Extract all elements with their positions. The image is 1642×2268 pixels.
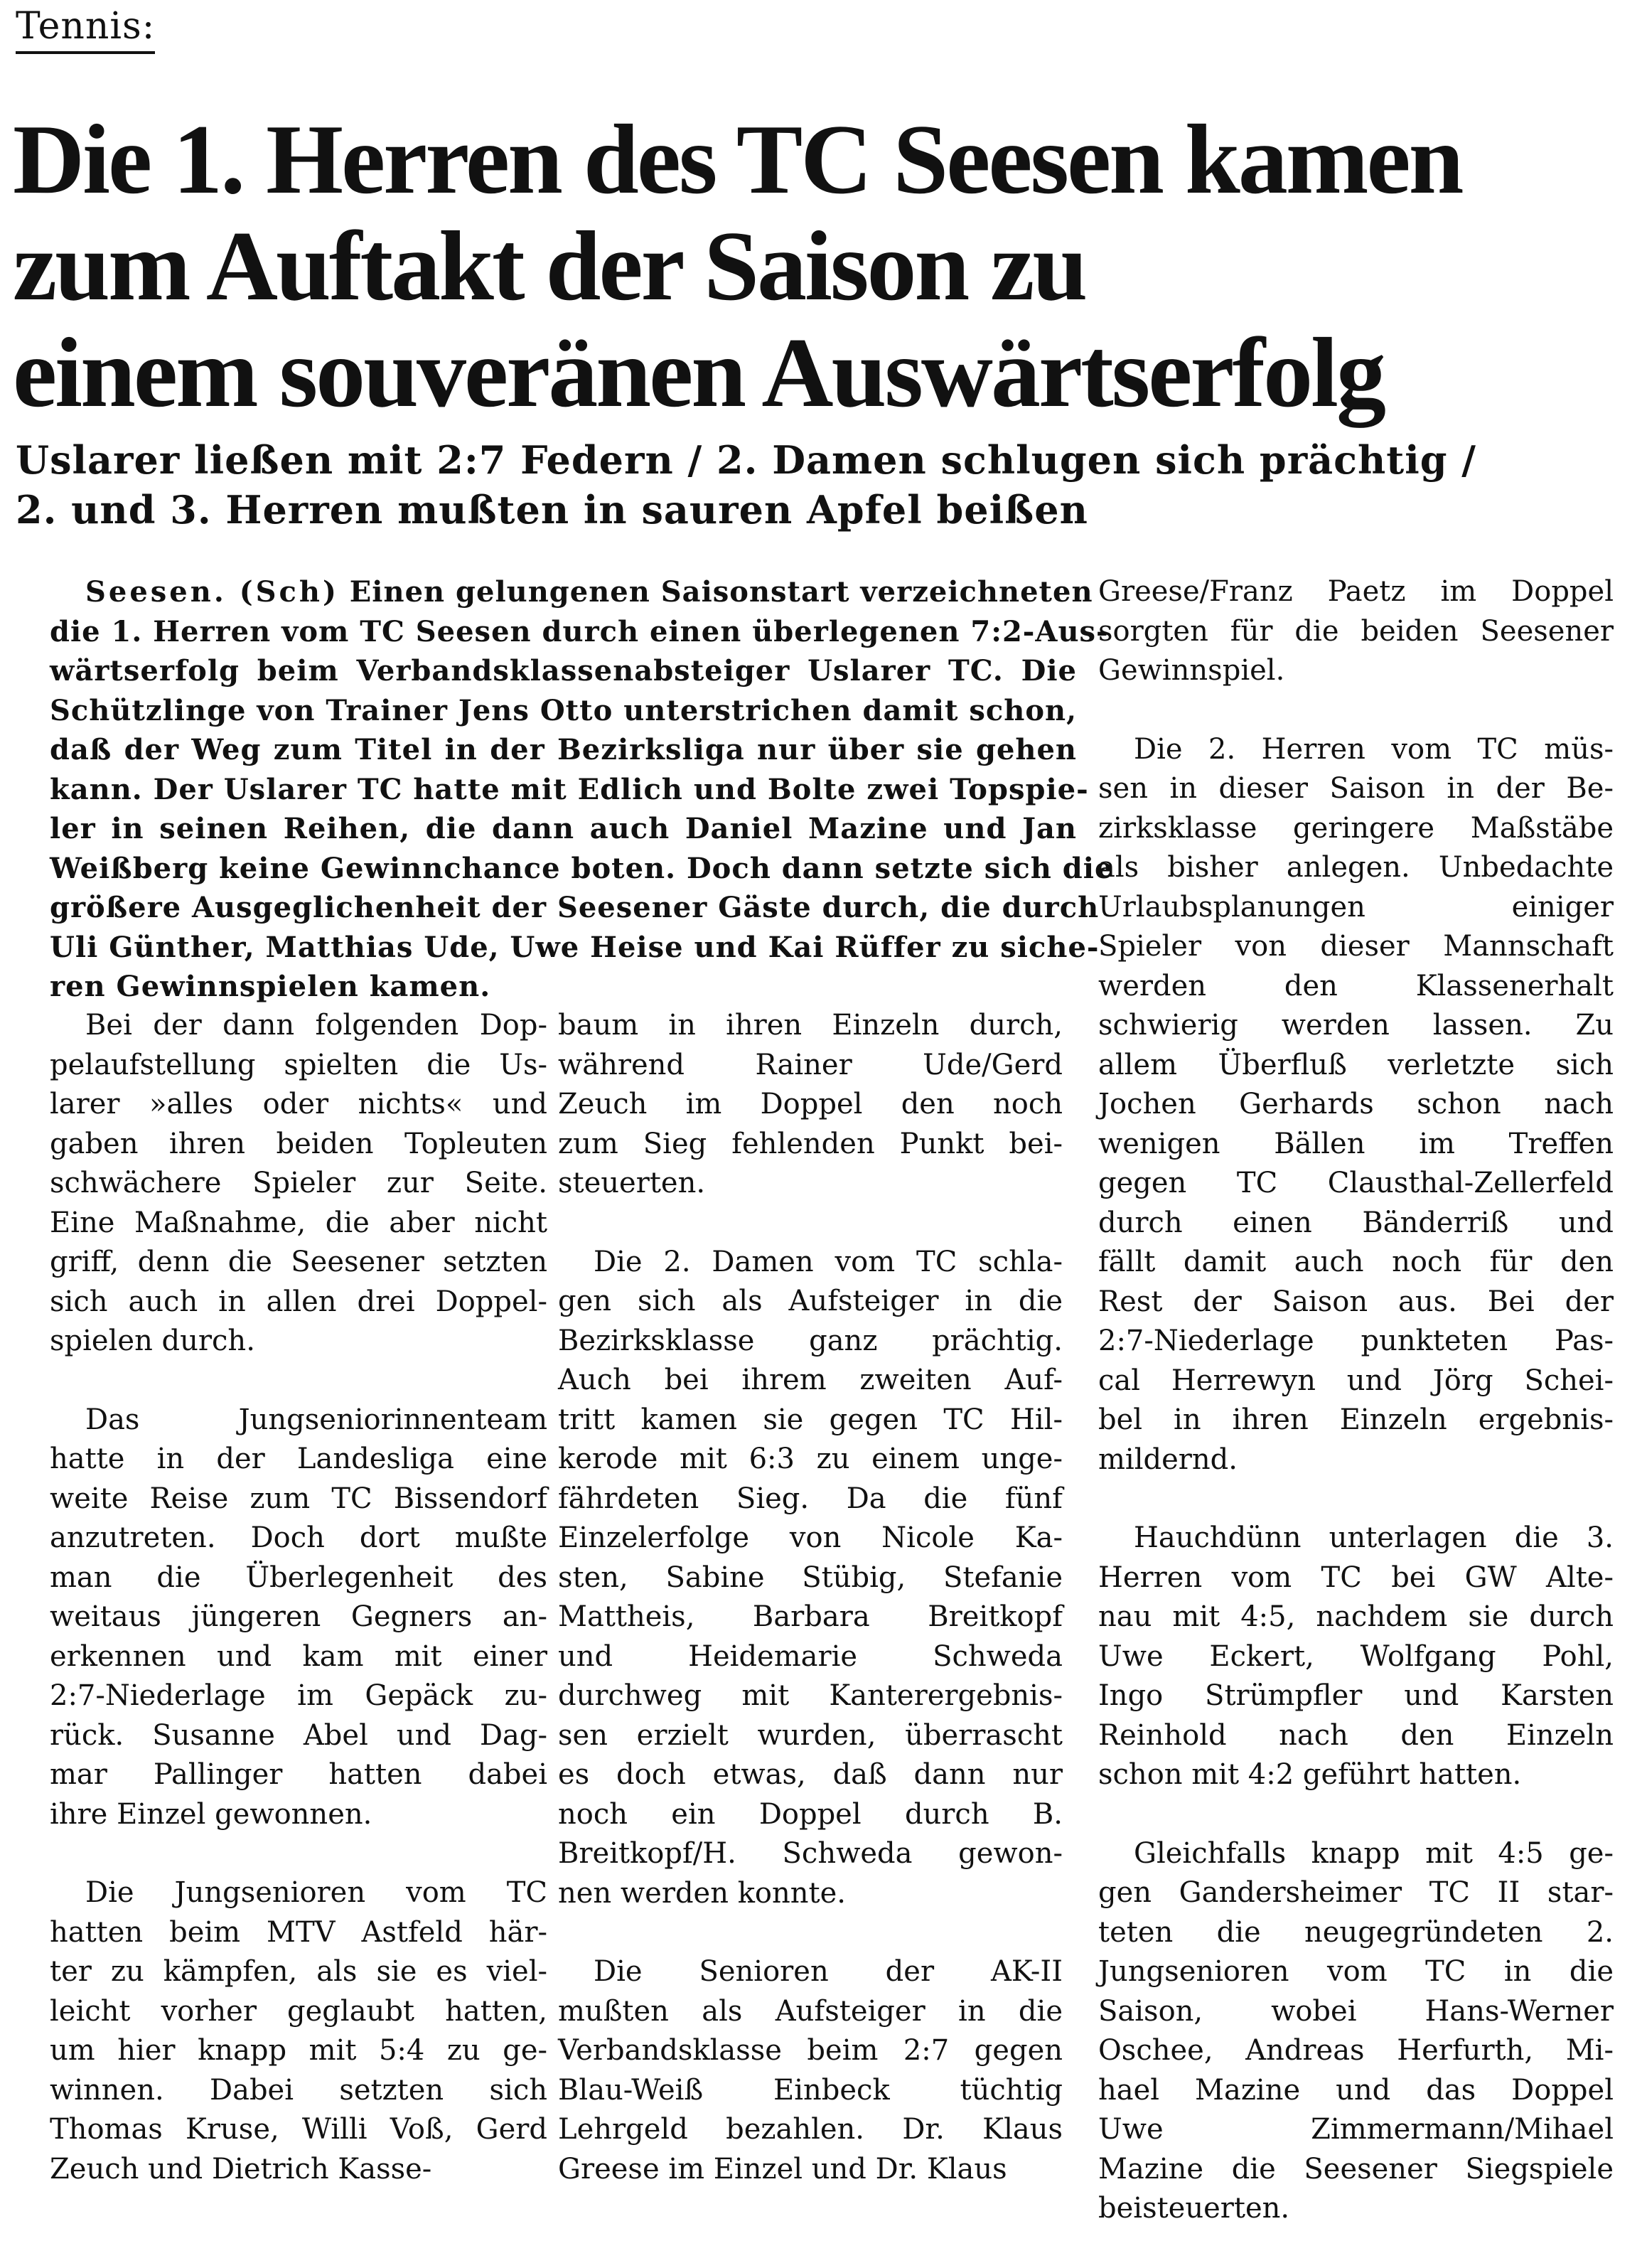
article-paragraph [50, 1873, 547, 2189]
lead-paragraph [50, 572, 1114, 1007]
text-line: Lehrgeld bezahlen. Dr. Klaus [558, 2113, 1063, 2146]
text-line: Mazine die Seesener Siegspiele [1098, 2152, 1614, 2186]
text-line: pelaufstellung spielten die Us- [50, 1048, 547, 1081]
text-line: Uwe Eckert, Wolfgang Pohl, [1098, 1640, 1614, 1673]
text-line: werden den Klassenerhalt [1098, 969, 1614, 1002]
text-line: sorgten für die beiden Seesener [1098, 614, 1614, 648]
text-line: ter zu kämpfen, als sie es viel- [50, 1955, 547, 1988]
text-line: fährdeten Sieg. Da die fünf [558, 1482, 1063, 1515]
article-paragraph [1098, 572, 1614, 691]
lead-line: wärtserfolg beim Verbandsklassenabsteiger Uslarer TC. Die [50, 654, 1077, 688]
text-line: hatte in der Landesliga eine [50, 1443, 547, 1475]
headline-line: Die 1. Herren des TC Seesen kamen [13, 105, 1462, 215]
text-line: Oschee, Andreas Herfurth, Mi- [1098, 2034, 1614, 2067]
text-line: gen sich als Aufsteiger in die [558, 1285, 1063, 1317]
text-line: zirksklasse geringere Maßstäbe [1098, 811, 1614, 845]
text-line: sen in dieser Saison in der Be- [1098, 772, 1614, 805]
text-line: Greese im Einzel und Dr. Klaus [558, 2152, 1007, 2186]
text-line: sten, Sabine Stübig, Stefanie [558, 1561, 1063, 1594]
article-paragraph [558, 1243, 1063, 1914]
article-paragraph [1098, 1834, 1614, 2229]
text-line: Herren vom TC bei GW Alte- [1098, 1561, 1614, 1594]
headline-line: zum Auftakt der Saison zu [13, 211, 1086, 321]
text-line: leicht vorher geglaubt hatten, [50, 1994, 547, 2028]
article-paragraph [1098, 730, 1614, 1480]
lead-line: Uli Günther, Matthias Ude, Uwe Heise und Kai Rüffer zu siche- [50, 930, 1100, 964]
text-line: Die Jungsenioren vom TC [85, 1876, 547, 1909]
text-line: Zeuch im Doppel den noch [558, 1088, 1063, 1120]
subheadline [16, 435, 1622, 535]
text-line: spielen durch. [50, 1325, 255, 1357]
text-line: schwächere Spieler zur Seite. [50, 1167, 547, 1199]
text-line: kerode mit 6:3 zu einem unge- [558, 1443, 1063, 1475]
text-line: Bezirksklasse ganz prächtig. [558, 1324, 1063, 1357]
text-line: Die 2. Herren vom TC müs- [1134, 732, 1614, 766]
text-line: Verbandsklasse beim 2:7 gegen [558, 2034, 1063, 2067]
text-line: cal Herrewyn und Jörg Schei- [1098, 1364, 1614, 1397]
text-line: Gleichfalls knapp mit 4:5 ge- [1134, 1836, 1614, 1870]
article-paragraph [1098, 1519, 1614, 1795]
text-line: gen Gandersheimer TC II star- [1098, 1876, 1614, 1909]
column-middle [558, 1006, 1063, 2228]
text-line: Bei der dann folgenden Dop- [85, 1009, 547, 1042]
text-line: beisteuerten. [1098, 2192, 1290, 2225]
text-line: Zeuch und Dietrich Kasse- [50, 2152, 432, 2186]
headline [13, 107, 1619, 427]
text-line: larer »alles oder nichts« und [50, 1088, 547, 1120]
text-line: hatten beim MTV Astfeld här- [50, 1915, 547, 1949]
lead-line: daß der Weg zum Titel in der Bezirksliga nur über sie gehen [50, 733, 1077, 766]
text-line: weitaus jüngeren Gegners an- [50, 1600, 547, 1633]
text-line: zum Sieg fehlenden Punkt bei- [558, 1127, 1063, 1160]
text-line: Eine Maßnahme, die aber nicht [50, 1206, 547, 1239]
text-line: schon mit 4:2 geführt hatten. [1098, 1758, 1522, 1791]
text-line: allem Überfluß verletzte sich [1098, 1048, 1614, 1081]
text-line: griff, denn die Seesener setzten [50, 1246, 547, 1278]
text-line: Saison, wobei Hans-Werner [1098, 1994, 1614, 2028]
text-line: Ingo Strümpfler und Karsten [1098, 1679, 1614, 1712]
text-line: Hauchdünn unterlagen die 3. [1134, 1521, 1614, 1554]
text-line: sen erzielt wurden, überrascht [558, 1718, 1063, 1752]
lead-line: größere Ausgeglichenheit der Seesener Gäste durch, die durch [50, 891, 1100, 924]
text-line: um hier knapp mit 5:4 zu ge- [50, 2034, 547, 2067]
text-line: es doch etwas, daß dann nur [558, 1758, 1063, 1791]
text-line: winnen. Dabei setzten sich [50, 2073, 547, 2107]
text-line: noch ein Doppel durch B. [558, 1797, 1063, 1831]
text-line: erkennen und kam mit einer [50, 1640, 547, 1673]
text-line: nau mit 4:5, nachdem sie durch [1098, 1600, 1614, 1633]
text-line: gaben ihren beiden Topleuten [50, 1127, 547, 1160]
lead-line: Weißberg keine Gewinnchance boten. Doch dann setzte sich die [50, 851, 1114, 885]
text-line: Blau-Weiß Einbeck tüchtig [558, 2073, 1063, 2107]
column-left [50, 1006, 547, 2228]
lead-line-first [50, 572, 1093, 612]
lead-line: Schützlinge von Trainer Jens Otto unterstrichen damit schon, [50, 693, 1077, 727]
column-right [1098, 572, 1614, 2268]
text-line: Jochen Gerhards schon nach [1098, 1088, 1614, 1120]
text-line: Die 2. Damen vom TC schla- [594, 1245, 1063, 1278]
text-line: ihre Einzel gewonnen. [50, 1797, 372, 1831]
text-line: bel in ihren Einzeln ergebnis- [1098, 1403, 1614, 1436]
text-line: steuerten. [558, 1167, 706, 1199]
text-line: teten die neugegründeten 2. [1098, 1915, 1614, 1949]
text-line: Gewinnspiel. [1098, 654, 1285, 687]
text-line: Die Senioren der AK-II [594, 1955, 1063, 1988]
text-line: Rest der Saison aus. Bei der [1098, 1285, 1614, 1318]
text-line: rück. Susanne Abel und Dag- [50, 1718, 547, 1752]
text-line: mußten als Aufsteiger in die [558, 1994, 1063, 2028]
text-line: Mattheis, Barbara Breitkopf [558, 1600, 1063, 1633]
article-paragraph [50, 1401, 547, 1835]
text-line: 2:7-Niederlage im Gepäck zu- [50, 1679, 547, 1712]
text-line: mar Pallinger hatten dabei [50, 1758, 547, 1791]
text-line: durchweg mit Kanterergebnis- [558, 1679, 1063, 1712]
lead-line: ler in seinen Reihen, die dann auch Daniel Mazine und Jan [50, 812, 1077, 845]
text-line: tritt kamen sie gegen TC Hil- [558, 1403, 1063, 1436]
section-label: Tennis: [16, 4, 155, 54]
subheadline-line: Uslarer ließen mit 2:7 Federn / 2. Damen schlugen sich prächtig / [16, 437, 1477, 483]
text-line: nen werden konnte. [558, 1876, 846, 1910]
text-line: anzutreten. Doch dort mußte [50, 1521, 547, 1554]
text-line: Thomas Kruse, Willi Voß, Gerd [50, 2113, 547, 2146]
text-line: Breitkopf/H. Schweda gewon- [558, 1837, 1063, 1870]
text-line: gegen TC Clausthal-Zellerfeld [1098, 1167, 1614, 1199]
text-line: Reinhold nach den Einzeln [1098, 1718, 1614, 1752]
text-line: und Heidemarie Schweda [558, 1640, 1063, 1673]
article-paragraph [558, 1952, 1063, 2189]
text-line: man die Überlegenheit des [50, 1561, 547, 1594]
text-line: Einzelerfolge von Nicole Ka- [558, 1521, 1063, 1554]
text-line: baum in ihren Einzeln durch, [558, 1009, 1063, 1042]
text-line: als bisher anlegen. Unbedachte [1098, 851, 1614, 884]
article-paragraph [558, 1006, 1063, 1204]
lead-line: kann. Der Uslarer TC hatte mit Edlich und Bolte zwei Topspie- [50, 772, 1089, 806]
text-line: Das Jungseniorinnenteam [85, 1403, 547, 1436]
text-line: während Rainer Ude/Gerd [558, 1048, 1063, 1081]
text-line: hael Mazine und das Doppel [1098, 2073, 1614, 2107]
text-line: Uwe Zimmermann/Mihael [1098, 2113, 1614, 2146]
text-line: 2:7-Niederlage punkteten Pas- [1098, 1325, 1614, 1357]
lead-line: die 1. Herren vom TC Seesen durch einen überlegenen 7:2-Aus- [50, 614, 1109, 648]
lead-line: ren Gewinnspielen kamen. [50, 970, 491, 1003]
text-line: sich auch in allen drei Doppel- [50, 1285, 547, 1318]
text-line: wenigen Bällen im Treffen [1098, 1127, 1614, 1160]
text-line: Jungsenioren vom TC in die [1098, 1955, 1614, 1988]
lead-line: Einen gelungenen Saisonstart verzeichneten [338, 575, 1093, 609]
text-line: mildernd. [1098, 1443, 1238, 1476]
text-line: Urlaubsplanungen einiger [1098, 890, 1614, 924]
text-line: schwierig werden lassen. Zu [1098, 1009, 1614, 1042]
text-line: fällt damit auch noch für den [1098, 1246, 1614, 1278]
text-line: Greese/Franz Paetz im Doppel [1098, 575, 1614, 608]
text-line: Auch bei ihrem zweiten Auf- [558, 1364, 1063, 1396]
text-line: weite Reise zum TC Bissendorf [50, 1482, 547, 1515]
text-line: Spieler von dieser Mannschaft [1098, 930, 1614, 963]
text-line: durch einen Bänderriß und [1098, 1206, 1614, 1239]
headline-line: einem souveränen Auswärtserfolg [13, 318, 1385, 428]
subheadline-line: 2. und 3. Herren mußten in sauren Apfel beißen [16, 487, 1088, 533]
dateline: Seesen. (Sch) [85, 575, 339, 609]
article-paragraph [50, 1006, 547, 1362]
